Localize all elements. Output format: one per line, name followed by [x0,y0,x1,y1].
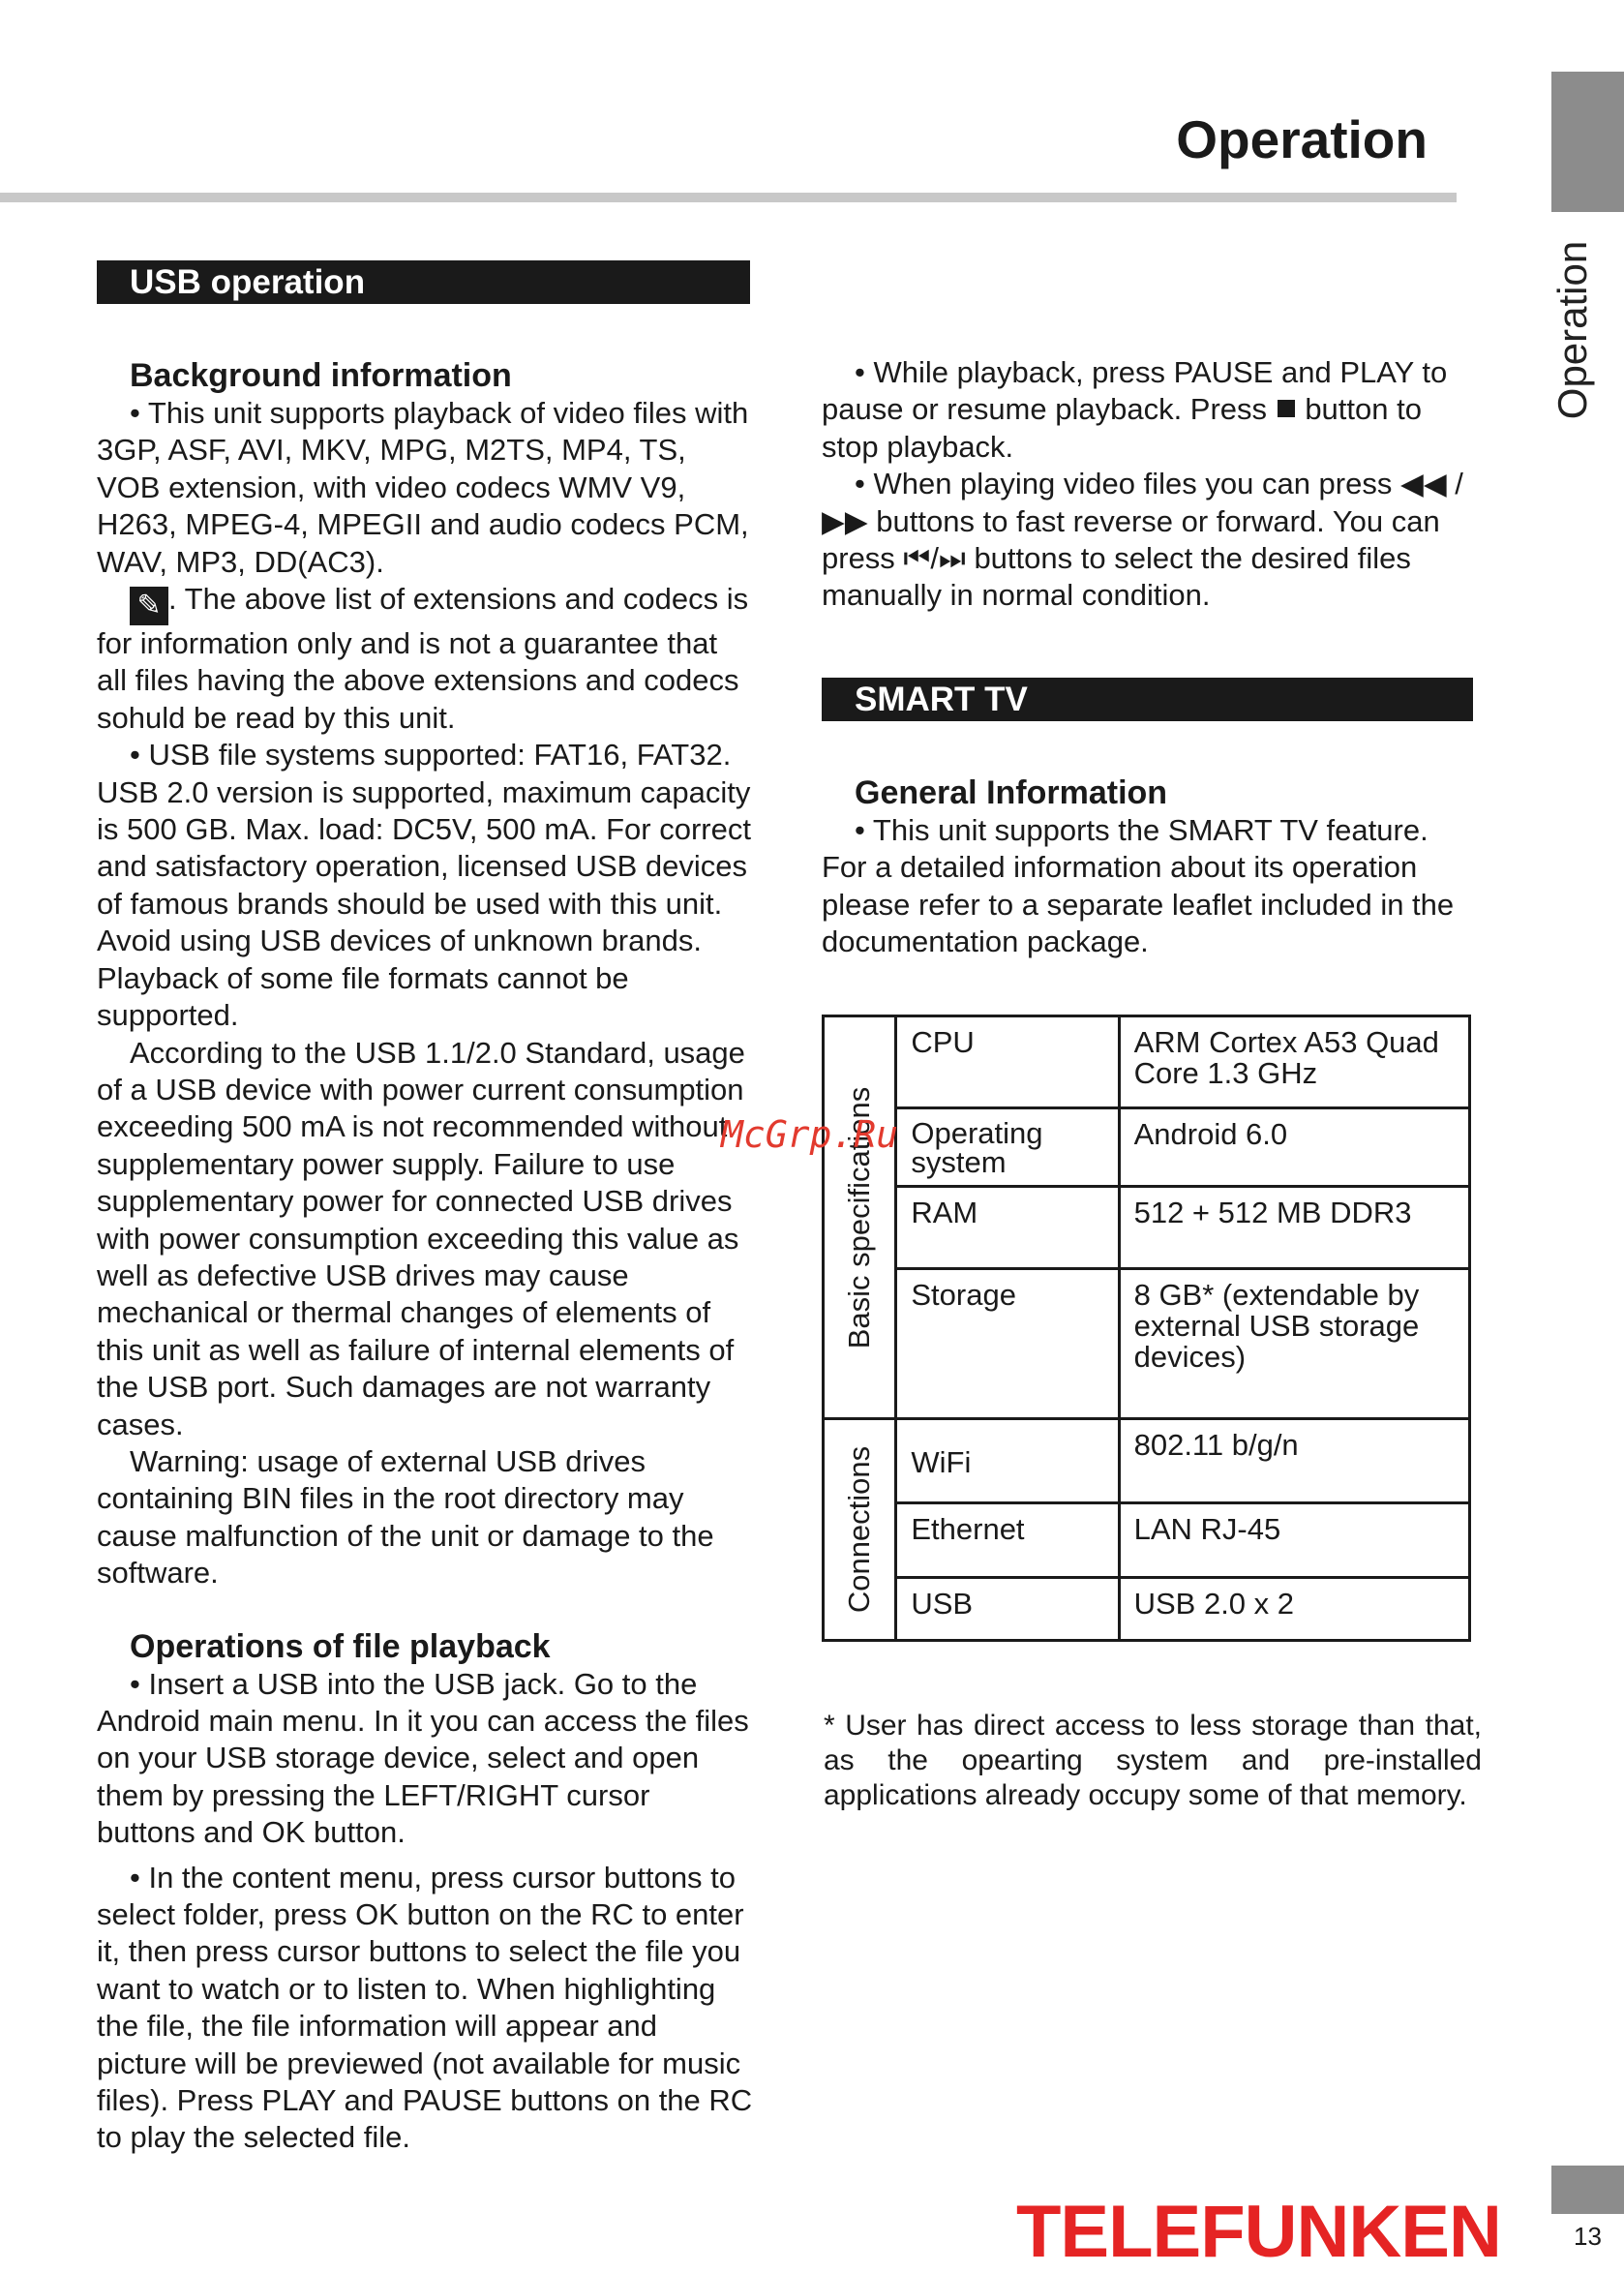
table-row [824,1108,1470,1187]
group-connections: Connections [824,1419,896,1641]
ethernet-label: Ethernet [896,1503,1119,1578]
side-tab-marker [1551,72,1624,212]
left-column [97,356,755,2157]
ops-paragraph-2: • In the content menu, press cursor buttons to select folder, press OK button on the RC to enter it, then press cursor buttons to select the file you want to watch or to listen to. When highlighting the file, the file information will appear and picture will be previewed (not available for music files). Press PLAY and PAUSE buttons on the RC to play the selected file. [97,1860,753,2155]
smart-tv-bar: SMART TV [822,678,1473,721]
ethernet-value: LAN RJ-45 [1119,1503,1469,1578]
spec-table [822,1015,1471,1642]
side-section-label: Operation [1549,240,1596,419]
right-column-top [822,354,1480,615]
table-row [824,1503,1470,1578]
skip-paragraph: • When playing video files you can press ◀◀ /▶▶ buttons to fast reverse or forward. You can press ⏮/⏭ buttons to select the desired files manually in normal condition. [822,467,1463,613]
storage-value: 8 GB* (extendable by external USB storage devices) [1119,1269,1469,1419]
usb-operation-bar: USB operation [97,260,750,304]
wifi-value: 802.11 b/g/n [1119,1419,1469,1503]
page-number: 13 [1574,2222,1602,2251]
cpu-value: ARM Cortex A53 Quad Core 1.3 GHz [1119,1016,1469,1108]
ram-label: RAM [896,1187,1119,1269]
os-label: Operating system [896,1108,1119,1187]
note-pen-icon: ✎ [130,587,168,625]
page-number-tab [1551,2166,1624,2214]
wifi-label: WiFi [896,1419,1119,1503]
table-row [824,1578,1470,1641]
table-row [824,1187,1470,1269]
ops-paragraph-1: • Insert a USB into the USB jack. Go to the Android main menu. In it you can access the files on your USB storage device, select and open them by pressing the LEFT/RIGHT cursor buttons and OK button. [97,1666,749,1850]
usb-label: USB [896,1578,1119,1641]
right-column-general [822,773,1480,961]
group-basic: Basic specifications [824,1016,896,1419]
ops-heading: Operations of file playback [130,1627,551,1665]
header-rule [0,193,1457,202]
bg-paragraph-2: • USB file systems supported: FAT16, FAT32. USB 2.0 version is supported, maximum capacity is 500 GB. Max. load: DC5V, 500 mA. For correct and satisfactory operation, licensed USB devices of famous brands should be used with this unit. Avoid using USB devices of unknown brands. Playback of some file formats cannot be supported. [97,738,751,1033]
general-paragraph: • This unit supports the SMART TV feature. For a detailed information about its operation please refer to a separate leaflet included in the documentation package. [822,813,1455,959]
stop-icon [1278,400,1295,417]
ram-value: 512 + 512 MB DDR3 [1119,1187,1469,1269]
bg-note: ✎ . The above list of extensions and codecs is for information only and is not a guarantee that all files having the above extensions and codecs sohuld be read by this unit. [97,582,749,735]
general-heading: General Information [855,774,1168,811]
storage-label: Storage [896,1269,1119,1419]
brand-logo: TELEFUNKEN [1016,2191,1501,2273]
storage-footnote: * User has direct access to less storage than that, as the opearting system and pre-installed applications already occupy some of that memory. [824,1710,1482,1811]
os-value: Android 6.0 [1119,1108,1469,1187]
cpu-label: CPU [896,1016,1119,1108]
bg-paragraph-3: According to the USB 1.1/2.0 Standard, usage of a USB device with power current consumption exceeding 500 mA is not recommended without supplementary power supply. Failure to use supplementary power for connected USB drives with power consumption exceeding this value as well as defective USB drives may cause mechanical or thermal changes of elements of this unit as well as failure of internal elements of the USB port. Such damages are not warranty cases. [97,1035,745,1441]
usb-value: USB 2.0 x 2 [1119,1578,1469,1641]
page-title: Operation [1176,109,1428,169]
table-row [824,1269,1470,1419]
watermark: McGrp.Ru [721,1113,899,1156]
playback-paragraph: • While playback, press PAUSE and PLAY to pause or resume playback. Press button to stop playback. [822,355,1448,464]
background-heading: Background information [130,357,512,394]
table-row [824,1419,1470,1503]
bg-paragraph-1: • This unit supports playback of video files with 3GP, ASF, AVI, MKV, MPG, M2TS, MP4, TS, VOB extension, with video codecs WMV V9, H263, MPEG-4, MPEGII and audio codecs PCM, WAV, MP3, DD(AC3). [97,396,749,579]
table-row [824,1016,1470,1108]
bg-paragraph-4: Warning: usage of external USB drives containing BIN files in the root directory may cause malfunction of the unit or damage to the software. [97,1443,714,1591]
